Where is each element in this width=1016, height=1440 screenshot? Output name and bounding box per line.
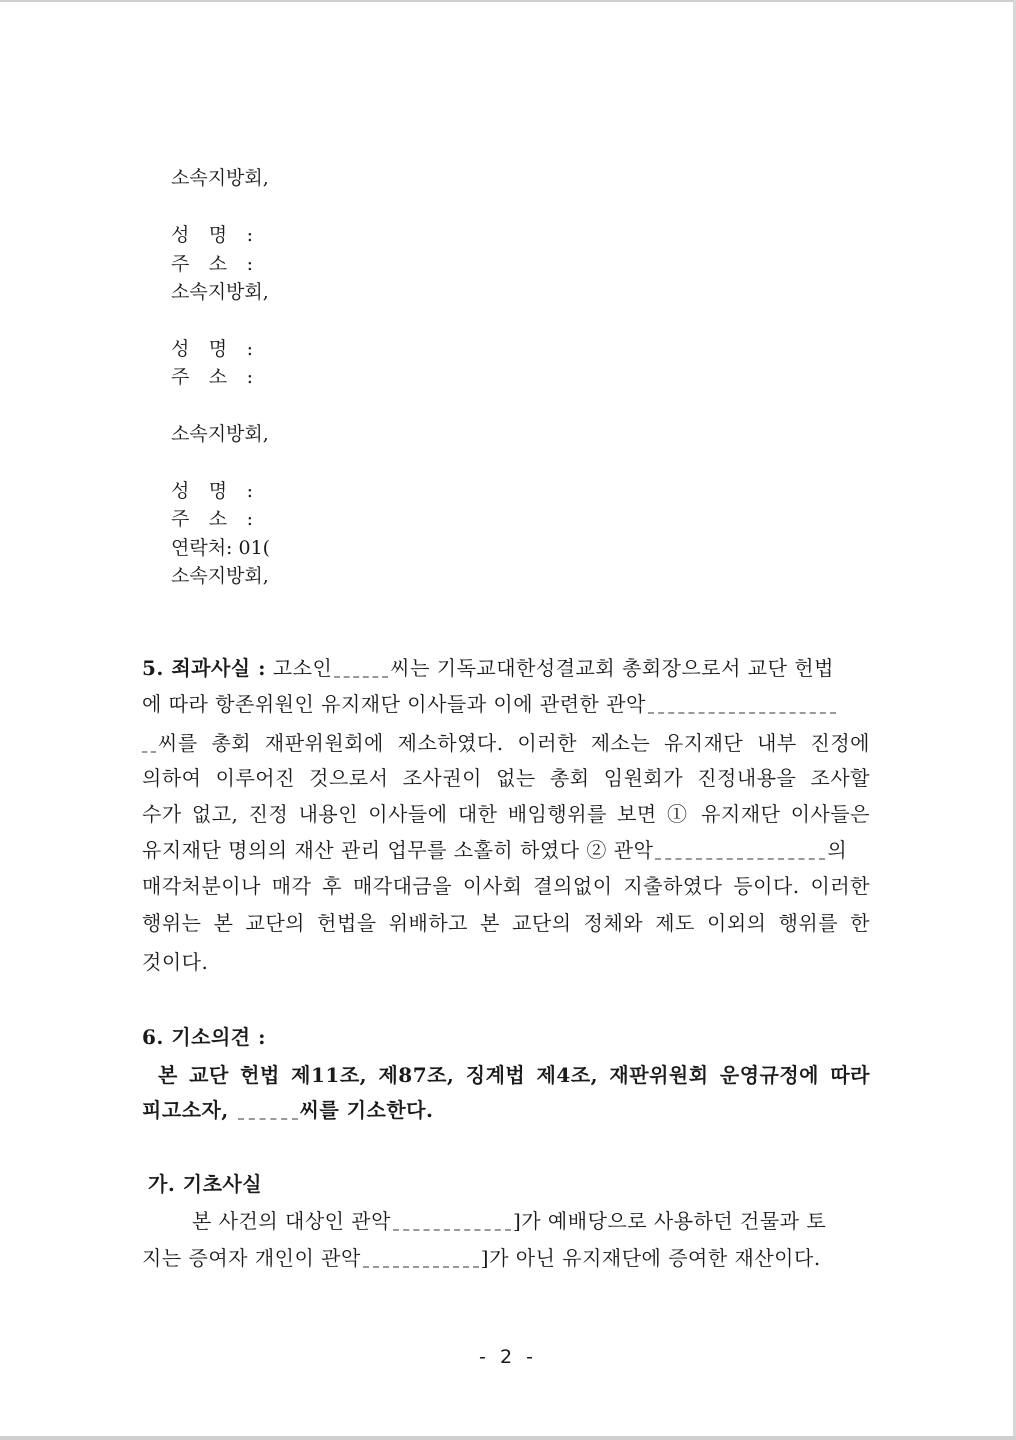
section6-heading: 6. 기소의견 : (142, 1025, 266, 1049)
section6-text: 씨를 기소한다. (299, 1098, 434, 1122)
page-number: - 2 - (479, 1346, 537, 1368)
section5-line-8: 행위는 본 교단의 헌법을 위배하고 본 교단의 정체와 제도 이외의 행위를 한 (142, 911, 870, 935)
redaction (655, 844, 825, 860)
section5-line-7: 매각처분이나 매각 후 매각대금을 이사회 결의없이 지출하였다 등이다. 이러한 (142, 874, 870, 898)
name-label: 성 명 : (171, 338, 253, 360)
section5-line-1 (142, 656, 870, 680)
party-1-affiliation: 소속지방회, (171, 167, 269, 189)
redaction (142, 737, 156, 753)
section5-text: 씨는 기독교대한성결교회 총회장으로서 교단 헌법 (390, 656, 834, 680)
party-2-name (171, 223, 253, 247)
party-3-name (171, 337, 253, 361)
party-2-address (171, 252, 253, 276)
section-ga-line-2 (142, 1246, 870, 1270)
party-2-affiliation: 소속지방회, (171, 281, 269, 303)
section-ga-line-1 (192, 1209, 870, 1233)
section6-heading-line (142, 1025, 870, 1049)
party-3-affiliation: 소속지방회, (171, 423, 269, 445)
redaction (393, 1215, 511, 1231)
section5-line-9: 것이다. (142, 950, 209, 974)
name-label: 성 명 : (171, 480, 253, 502)
section5-heading: 5. 죄과사실 : (142, 656, 266, 680)
section5-text: 에 따라 항존위원인 유지재단 이사들과 이에 관련한 관악 (142, 692, 646, 716)
section6-text: 본 교단 헌법 제11조, 제87조, 징계법 제4조, 재판위원회 운영규정에 따라 (158, 1063, 870, 1087)
section-ga-text: 본 사건의 대상인 관악 (192, 1209, 391, 1233)
section-ga-text: 지는 증여자 개인이 관악 (142, 1246, 361, 1270)
party-4-name (171, 479, 253, 503)
section6-text: 피고소자, (142, 1098, 229, 1122)
address-label: 주 소 : (171, 366, 253, 388)
section5-line-4: 의하여 이루어진 것으로서 조사권이 없는 총회 임원회가 진정내용을 조사할 (142, 766, 870, 790)
section-ga-text: ]가 아닌 유지재단에 증여한 재산이다. (480, 1246, 821, 1270)
party-3-address (171, 365, 253, 389)
section5-text: 씨를 총회 재판위원회에 제소하였다. 이러한 제소는 유지재단 내부 진정에 (158, 731, 870, 755)
party-4-affiliation: 소속지방회, (171, 565, 269, 587)
redaction (648, 698, 836, 714)
section5-text: 고소인 (272, 656, 333, 680)
section5-line-3 (142, 731, 870, 755)
redaction (363, 1252, 479, 1268)
section-ga-text: ]가 예배당으로 사용하던 건물과 토 (512, 1209, 827, 1233)
section5-text: 의 (827, 838, 848, 862)
page-edge-bottom (0, 1436, 1016, 1440)
redaction (334, 662, 388, 678)
section5-line-2 (142, 692, 870, 716)
section5-line-5: 수가 없고, 진정 내용인 이사들에 대한 배임행위를 보면 ① 유지재단 이사들은 (142, 802, 870, 826)
party-4-contact: 연락처: 01( (171, 537, 271, 559)
section-ga-heading: 가. 기초사실 (148, 1172, 263, 1196)
address-label: 주 소 : (171, 508, 253, 530)
section6-line-2 (142, 1098, 870, 1122)
section5-line-6 (142, 838, 870, 862)
section-ga-heading-line (148, 1172, 876, 1196)
party-4-address (171, 507, 253, 531)
section6-line-1 (158, 1063, 870, 1087)
address-label: 주 소 : (171, 253, 253, 275)
page-edge-top (0, 0, 1016, 2)
redaction (238, 1104, 298, 1120)
name-label: 성 명 : (171, 224, 253, 246)
section5-text: 유지재단 명의의 재산 관리 업무를 소홀히 하였다 ② 관악 (142, 838, 654, 862)
